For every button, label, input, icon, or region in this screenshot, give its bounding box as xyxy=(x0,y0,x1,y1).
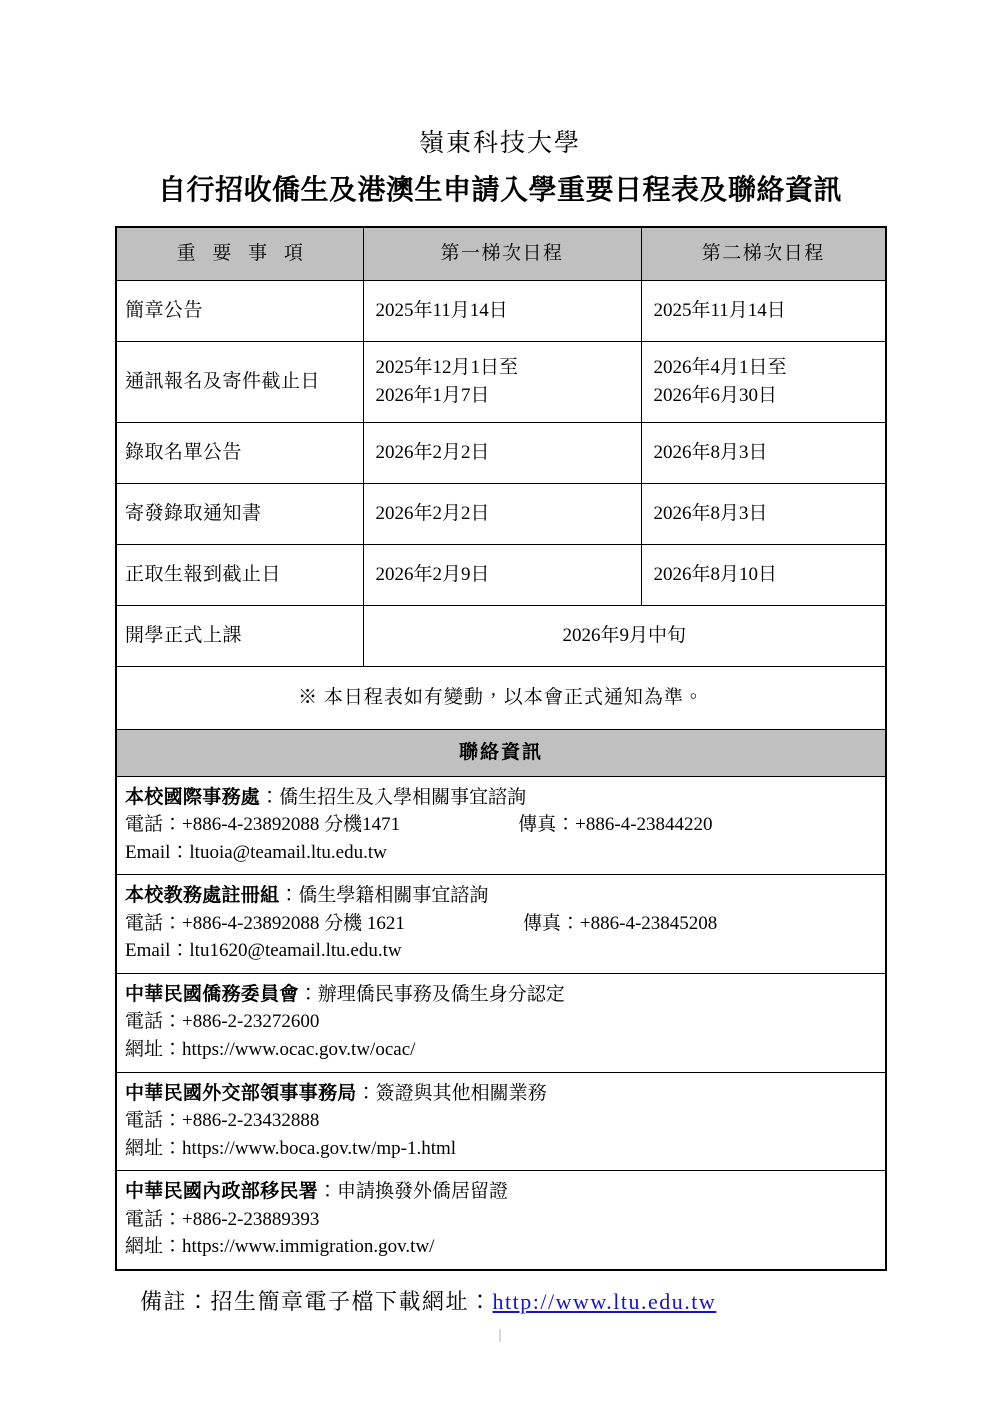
row-batch2-value xyxy=(641,422,886,483)
page-title: 自行招收僑生及港澳生申請入學重要日程表及聯絡資訊 xyxy=(157,175,842,207)
table-row xyxy=(116,483,886,544)
phone-value: +886-2-23432888 xyxy=(182,1110,320,1132)
contact-org-line xyxy=(125,882,881,910)
row-batch1-value xyxy=(363,483,641,544)
contact-org-name: 中華民國外交部領事事務局 xyxy=(125,1082,357,1104)
website-label: 網址： xyxy=(125,1137,183,1159)
phone-value: +886-4-23892088 分機 1621 xyxy=(182,912,405,934)
fax-value: +886-4-23844220 xyxy=(575,814,713,836)
value-line-1: 2025年11月14日 xyxy=(375,299,508,321)
organization-title: 嶺東科技大學 xyxy=(418,130,581,157)
row-label: 錄取名單公告 xyxy=(116,422,363,483)
row-label: 開學正式上課 xyxy=(116,605,363,666)
footer-remark xyxy=(0,1285,1000,1316)
row-batch2-value xyxy=(641,341,886,422)
email-label: Email： xyxy=(125,841,190,863)
value-line-1: 2026年8月3日 xyxy=(653,502,768,524)
row-merged-value: 2026年9月中旬 xyxy=(363,605,886,666)
contact-block-row xyxy=(116,875,886,974)
table-row xyxy=(116,280,886,341)
contact-org-line xyxy=(125,981,881,1009)
value-line-2: 2026年1月7日 xyxy=(375,384,490,406)
row-batch2-value xyxy=(641,483,886,544)
contact-website-line xyxy=(125,1036,881,1064)
table-row xyxy=(116,544,886,605)
table-row xyxy=(116,341,886,422)
contact-block xyxy=(116,973,886,1072)
contact-email-line xyxy=(125,839,881,867)
row-batch1-value xyxy=(363,544,641,605)
table-row-merged xyxy=(116,605,886,666)
schedule-and-contact-table xyxy=(115,226,887,1271)
fax-value: +886-4-23845208 xyxy=(579,912,718,934)
schedule-table-wrapper xyxy=(115,226,885,1271)
phone-value: +886-4-23892088 分機1471 xyxy=(182,814,401,836)
phone-label: 電話： xyxy=(125,1208,183,1230)
contact-section-heading: 聯絡資訊 xyxy=(116,729,886,776)
value-line-2: 2026年6月30日 xyxy=(653,384,778,406)
row-label: 正取生報到截止日 xyxy=(116,544,363,605)
footer-remark-text: 備註：招生簡章電子檔下載網址： xyxy=(140,1288,493,1314)
contact-separator: ： xyxy=(318,1181,338,1203)
row-batch2-value xyxy=(641,280,886,341)
contact-org-name: 本校教務處註冊組 xyxy=(125,885,280,907)
website-value: https://www.immigration.gov.tw/ xyxy=(182,1236,435,1258)
contact-email-line xyxy=(125,937,881,965)
phone-value: +886-2-23272600 xyxy=(182,1011,320,1033)
row-label: 寄發錄取通知書 xyxy=(116,483,363,544)
contact-website-line xyxy=(125,1233,881,1261)
value-line-1: 2025年12月1日至 xyxy=(375,357,519,379)
contact-org-name: 本校國際事務處 xyxy=(125,786,261,808)
contact-description: 申請換發外僑居留證 xyxy=(337,1181,509,1203)
contact-description: 辦理僑民事務及僑生身分認定 xyxy=(317,983,565,1005)
contact-block xyxy=(116,1072,886,1171)
contact-description: 僑生招生及入學相關事宜諮詢 xyxy=(279,786,527,808)
contact-section-header-row xyxy=(116,729,886,776)
contact-block xyxy=(116,875,886,974)
contact-phone-line xyxy=(125,811,881,839)
contact-org-line xyxy=(125,1080,881,1108)
value-line-1: 2026年8月10日 xyxy=(653,563,778,585)
value-line-1: 2026年4月1日至 xyxy=(653,357,787,379)
website-value: https://www.boca.gov.tw/mp-1.html xyxy=(182,1137,457,1159)
contact-block xyxy=(116,776,886,875)
contact-separator: ： xyxy=(298,983,318,1005)
table-header-row xyxy=(116,227,886,281)
contact-org-line xyxy=(125,784,881,812)
contact-phone-line xyxy=(125,1107,881,1135)
email-value: ltu1620@teamail.ltu.edu.tw xyxy=(189,940,402,962)
contact-block-row xyxy=(116,973,886,1072)
schedule-note: ※ 本日程表如有變動，以本會正式通知為準。 xyxy=(116,666,886,729)
row-batch1-value xyxy=(363,280,641,341)
column-header-batch1: 第一梯次日程 xyxy=(363,227,641,281)
phone-label: 電話： xyxy=(125,1011,183,1033)
contact-org-line xyxy=(125,1178,881,1206)
text-cursor: | xyxy=(498,1326,502,1343)
fax-label: 傳真： xyxy=(522,912,580,934)
website-label: 網址： xyxy=(125,1039,183,1061)
column-header-item: 重 要 事 項 xyxy=(116,227,363,281)
contact-separator: ： xyxy=(260,786,280,808)
row-batch1-value xyxy=(363,341,641,422)
column-header-batch2: 第二梯次日程 xyxy=(641,227,886,281)
contact-separator: ： xyxy=(356,1082,376,1104)
contact-description: 簽證與其他相關業務 xyxy=(375,1082,547,1104)
phone-label: 電話： xyxy=(125,1110,183,1132)
contact-description: 僑生學籍相關事宜諮詢 xyxy=(298,885,489,907)
contact-block-row xyxy=(116,1171,886,1270)
email-label: Email： xyxy=(125,940,190,962)
row-batch2-value xyxy=(641,544,886,605)
row-label: 簡章公告 xyxy=(116,280,363,341)
row-label: 通訊報名及寄件截止日 xyxy=(116,341,363,422)
fax-label: 傳真： xyxy=(518,814,576,836)
value-line-1: 2026年8月3日 xyxy=(653,441,768,463)
contact-block-row xyxy=(116,776,886,875)
contact-phone-line xyxy=(125,910,881,938)
contact-org-name: 中華民國僑務委員會 xyxy=(125,983,299,1005)
contact-org-name: 中華民國內政部移民署 xyxy=(125,1181,319,1203)
table-note-row xyxy=(116,666,886,729)
document-header xyxy=(0,0,1000,210)
contact-block-row xyxy=(116,1072,886,1171)
email-value: ltuoia@teamail.ltu.edu.tw xyxy=(189,841,387,863)
contact-block xyxy=(116,1171,886,1270)
contact-phone-line xyxy=(125,1008,881,1036)
value-line-1: 2026年2月9日 xyxy=(375,563,490,585)
value-line-1: 2026年2月2日 xyxy=(375,441,490,463)
value-line-1: 2025年11月14日 xyxy=(653,299,786,321)
phone-label: 電話： xyxy=(125,814,183,836)
value-line-1: 2026年2月2日 xyxy=(375,502,490,524)
website-value: https://www.ocac.gov.tw/ocac/ xyxy=(182,1039,416,1061)
contact-website-line xyxy=(125,1135,881,1163)
phone-label: 電話： xyxy=(125,912,183,934)
contact-separator: ： xyxy=(279,885,299,907)
prospectus-download-link[interactable]: http://www.ltu.edu.tw xyxy=(492,1288,717,1314)
phone-value: +886-2-23889393 xyxy=(182,1208,320,1230)
row-batch1-value xyxy=(363,422,641,483)
website-label: 網址： xyxy=(125,1236,183,1258)
table-row xyxy=(116,422,886,483)
contact-phone-line xyxy=(125,1206,881,1234)
